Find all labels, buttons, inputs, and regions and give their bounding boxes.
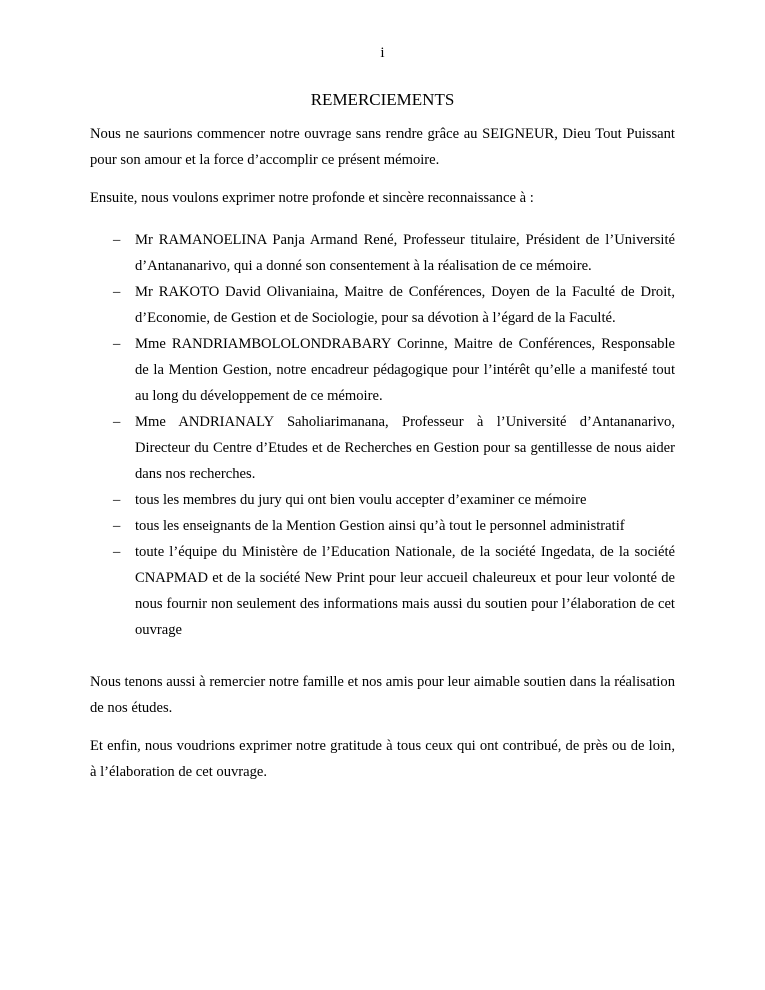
list-item-text: Mme RANDRIAMBOLOLONDRABARY Corinne, Maitre de Conférences, Responsable de la Mention Gestion, notre encadreur pédagogique pour l’intérêt qu’elle a manifesté tout au long du développement de ce mémoire. <box>135 336 675 404</box>
page-title: REMERCIEMENTS <box>310 90 455 109</box>
list-item <box>90 227 675 279</box>
document-body <box>90 121 675 785</box>
list-item <box>90 487 675 513</box>
dash-bullet: – <box>113 492 121 508</box>
dash-bullet: – <box>113 544 121 560</box>
dash-bullet: – <box>113 284 121 300</box>
list-item <box>90 331 675 409</box>
list-item-text: Mr RAKOTO David Olivaniaina, Maitre de Conférences, Doyen de la Faculté de Droit, d’Economie, de Gestion et de Sociologie, pour sa dévotion à l’égard de la Faculté. <box>135 284 675 326</box>
list-item-text: tous les membres du jury qui ont bien voulu accepter d’examiner ce mémoire <box>135 492 587 508</box>
family-paragraph: Nous tenons aussi à remercier notre famille et nos amis pour leur aimable soutien dans la réalisation de nos études. <box>90 674 675 716</box>
list-item <box>90 539 675 643</box>
list-item-text: Mme ANDRIANALY Saholiarimanana, Professeur à l’Université d’Antananarivo, Directeur du Centre d’Etudes et de Recherches en Gestion pour sa gentillesse de nous aider dans nos recherches. <box>135 414 675 482</box>
list-item-text: toute l’équipe du Ministère de l’Education Nationale, de la société Ingedata, de la société CNAPMAD et de la société New Print pour leur accueil chaleureux et pour leur volonté de nous fournir non seulement des informations mais aussi du soutien pour l’élaboration de cet ouvrage <box>135 544 675 638</box>
intro-paragraph: Ensuite, nous voulons exprimer notre profonde et sincère reconnaissance à : <box>90 190 534 206</box>
dash-bullet: – <box>113 232 121 248</box>
list-item <box>90 513 675 539</box>
dash-bullet: – <box>113 336 121 352</box>
dash-bullet: – <box>113 414 121 430</box>
list-item-text: tous les enseignants de la Mention Gestion ainsi qu’à tout le personnel administratif <box>135 518 625 534</box>
dash-bullet: – <box>113 518 121 534</box>
closing-paragraph: Et enfin, nous voudrions exprimer notre gratitude à tous ceux qui ont contribué, de près ou de loin, à l’élaboration de cet ouvrage. <box>90 738 675 780</box>
acknowledgement-list <box>90 227 675 643</box>
opening-paragraph: Nous ne saurions commencer notre ouvrage sans rendre grâce au SEIGNEUR, Dieu Tout Puissant pour son amour et la force d’accomplir ce présent mémoire. <box>90 126 675 168</box>
page-number: i <box>380 45 385 61</box>
list-item-text: Mr RAMANOELINA Panja Armand René, Professeur titulaire, Président de l’Université d’Antananarivo, qui a donné son consentement à la réalisation de ce mémoire. <box>135 232 675 274</box>
list-item <box>90 409 675 487</box>
list-item <box>90 279 675 331</box>
